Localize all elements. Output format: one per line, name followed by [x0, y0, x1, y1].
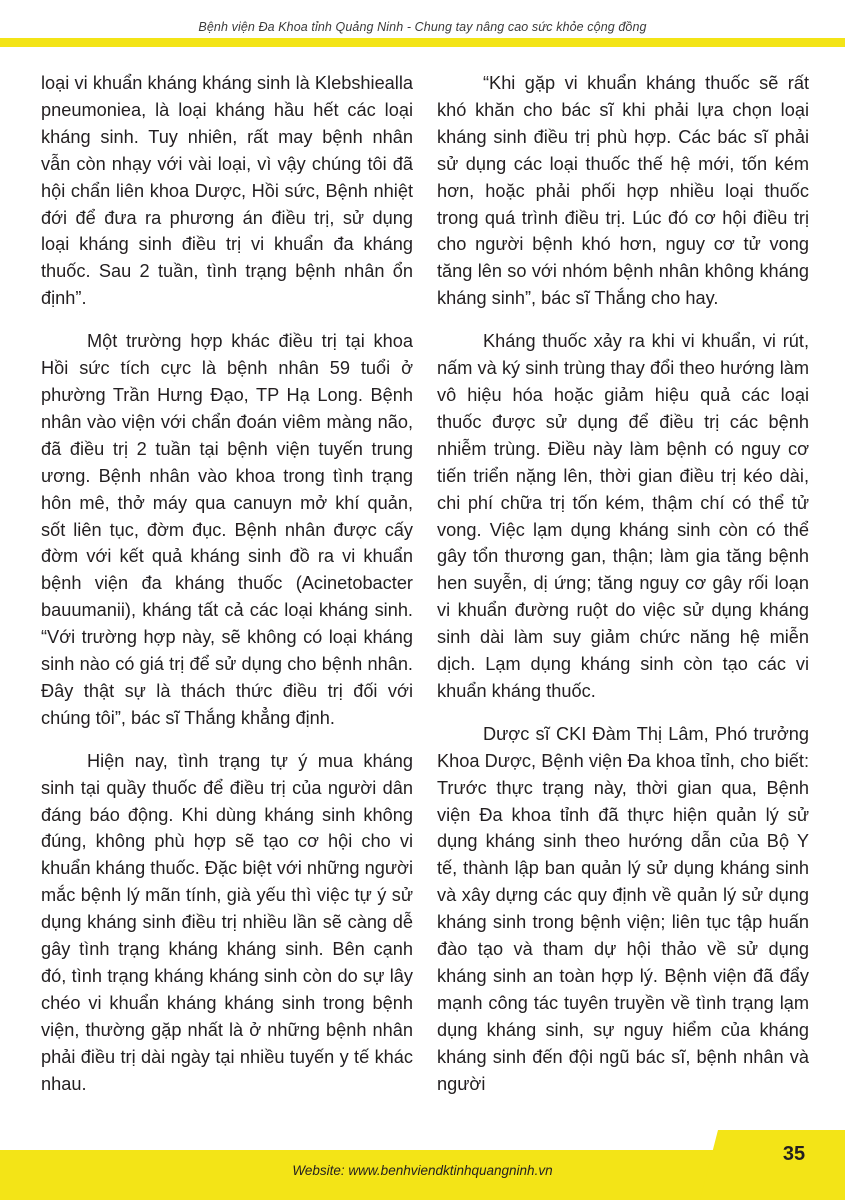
paragraph: Một trường hợp khác điều trị tại khoa Hồi sức tích cực là bệnh nhân 59 tuổi ở phường Trần Hưng Đạo, TP Hạ Long. Bệnh nhân vào viện với chẩn đoán viêm màng não, đã điều trị 2 tuần tại bệnh viện tuyến trung ương. Bệnh nhân vào khoa trong tình trạng hôn mê, thở máy qua canuyn mở khí quản, sốt liên tục, đờm đục. Bệnh nhân được cấy đờm với kết quả kháng sinh đồ ra vi khuẩn bệnh viện đa kháng thuốc (Acinetobacter bauumanii), kháng tất cả các loại kháng sinh. “Với trường hợp này, sẽ không có loại kháng sinh nào có giá trị để sử dụng cho bệnh nhân. Đây thật sự là thách thức điều trị đối với chúng tôi”, bác sĩ Thắng khẳng định.	[41, 331, 413, 728]
paragraph: Kháng thuốc xảy ra khi vi khuẩn, vi rút, nấm và ký sinh trùng thay đổi theo hướng làm vô hiệu hóa hoặc giảm hiệu quả các loại thuốc được sử dụng để điều trị các bệnh nhiễm trùng. Điều này làm bệnh có nguy cơ tiến triển nặng lên, thời gian điều trị kéo dài, chi phí chữa trị tốn kém, thậm chí có thể tử vong. Việc lạm dụng kháng sinh còn có thể gây tổn thương gan, thận; làm gia tăng bệnh hen suyễn, dị ứng; tăng nguy cơ gây rối loạn vi khuẩn đường ruột do việc sử dụng kháng sinh dài làm suy giảm chức năng hệ miễn dịch. Lạm dụng kháng sinh còn tạo các vi khuẩn kháng thuốc.	[437, 331, 809, 701]
header-tagline: Bệnh viện Đa Khoa tỉnh Quảng Ninh - Chung tay nâng cao sức khỏe cộng đồng	[198, 20, 647, 34]
page-number: 35	[782, 1143, 806, 1165]
page-header	[0, 0, 845, 48]
footer-website: Website: www.benhviendktinhquangninh.vn	[292, 1163, 553, 1178]
paragraph: loại vi khuẩn kháng kháng sinh là Klebshiealla pneumoniea, là loại kháng hầu hết các loại kháng sinh. Tuy nhiên, rất may bệnh nhân vẫn còn nhạy với vài loại, vì vậy chúng tôi đã hội chẩn liên khoa Dược, Hồi sức, Bệnh nhiệt đới để đưa ra phương án điều trị, sử dụng loại kháng sinh điều trị vi khuẩn đa kháng thuốc. Sau 2 tuần, tình trạng bệnh nhân ổn định”.	[41, 73, 413, 309]
right-column	[437, 70, 809, 1114]
paragraph: “Khi gặp vi khuẩn kháng thuốc sẽ rất khó khăn cho bác sĩ khi phải lựa chọn loại kháng sinh điều trị phù hợp. Các bác sĩ phải sử dụng các loại thuốc thế hệ mới, tốn kém hơn, hoặc phải phối hợp nhiều loại thuốc trong quá trình điều trị. Lúc đó cơ hội điều trị cho người bệnh khó hơn, nguy cơ tử vong tăng lên so với nhóm bệnh nhân không kháng kháng sinh”, bác sĩ Thắng cho hay.	[437, 73, 809, 309]
left-column	[41, 70, 413, 1114]
header-yellow-rule	[0, 38, 845, 47]
paragraph: Hiện nay, tình trạng tự ý mua kháng sinh tại quầy thuốc để điều trị của người dân đáng báo động. Khi dùng kháng sinh không đúng, không phù hợp sẽ tạo cơ hội cho vi khuẩn kháng thuốc. Đặc biệt với những người mắc bệnh lý mãn tính, già yếu thì việc tự ý sử dụng kháng sinh điều trị nhiều lần sẽ càng dễ gây tình trạng kháng kháng sinh. Bên cạnh đó, tình trạng kháng kháng sinh còn do sự lây chéo vi khuẩn kháng kháng sinh trong bệnh viện, thường gặp nhất là ở những bệnh nhân phải điều trị dài ngày tại nhiều tuyến y tế khác nhau.	[41, 750, 413, 1094]
paragraph: Dược sĩ CKI Đàm Thị Lâm, Phó trưởng Khoa Dược, Bệnh viện Đa khoa tỉnh, cho biết: Trước thực trạng này, thời gian qua, Bệnh viện Đa khoa tỉnh đã thực hiện quản lý sử dụng kháng sinh theo hướng dẫn của Bộ Y tế, thành lập ban quản lý sử dụng kháng sinh và xây dựng các quy định về quản lý sử dụng kháng sinh trong bệnh viện; liên tục tập huấn đào tạo và tham dự hội thảo về sử dụng kháng sinh an toàn hợp lý. Bệnh viện đã đẩy mạnh công tác tuyên truyền về tình trạng lạm dụng kháng sinh, sự nguy hiểm của kháng kháng sinh đến đội ngũ bác sĩ, bệnh nhân và người	[437, 723, 809, 1094]
